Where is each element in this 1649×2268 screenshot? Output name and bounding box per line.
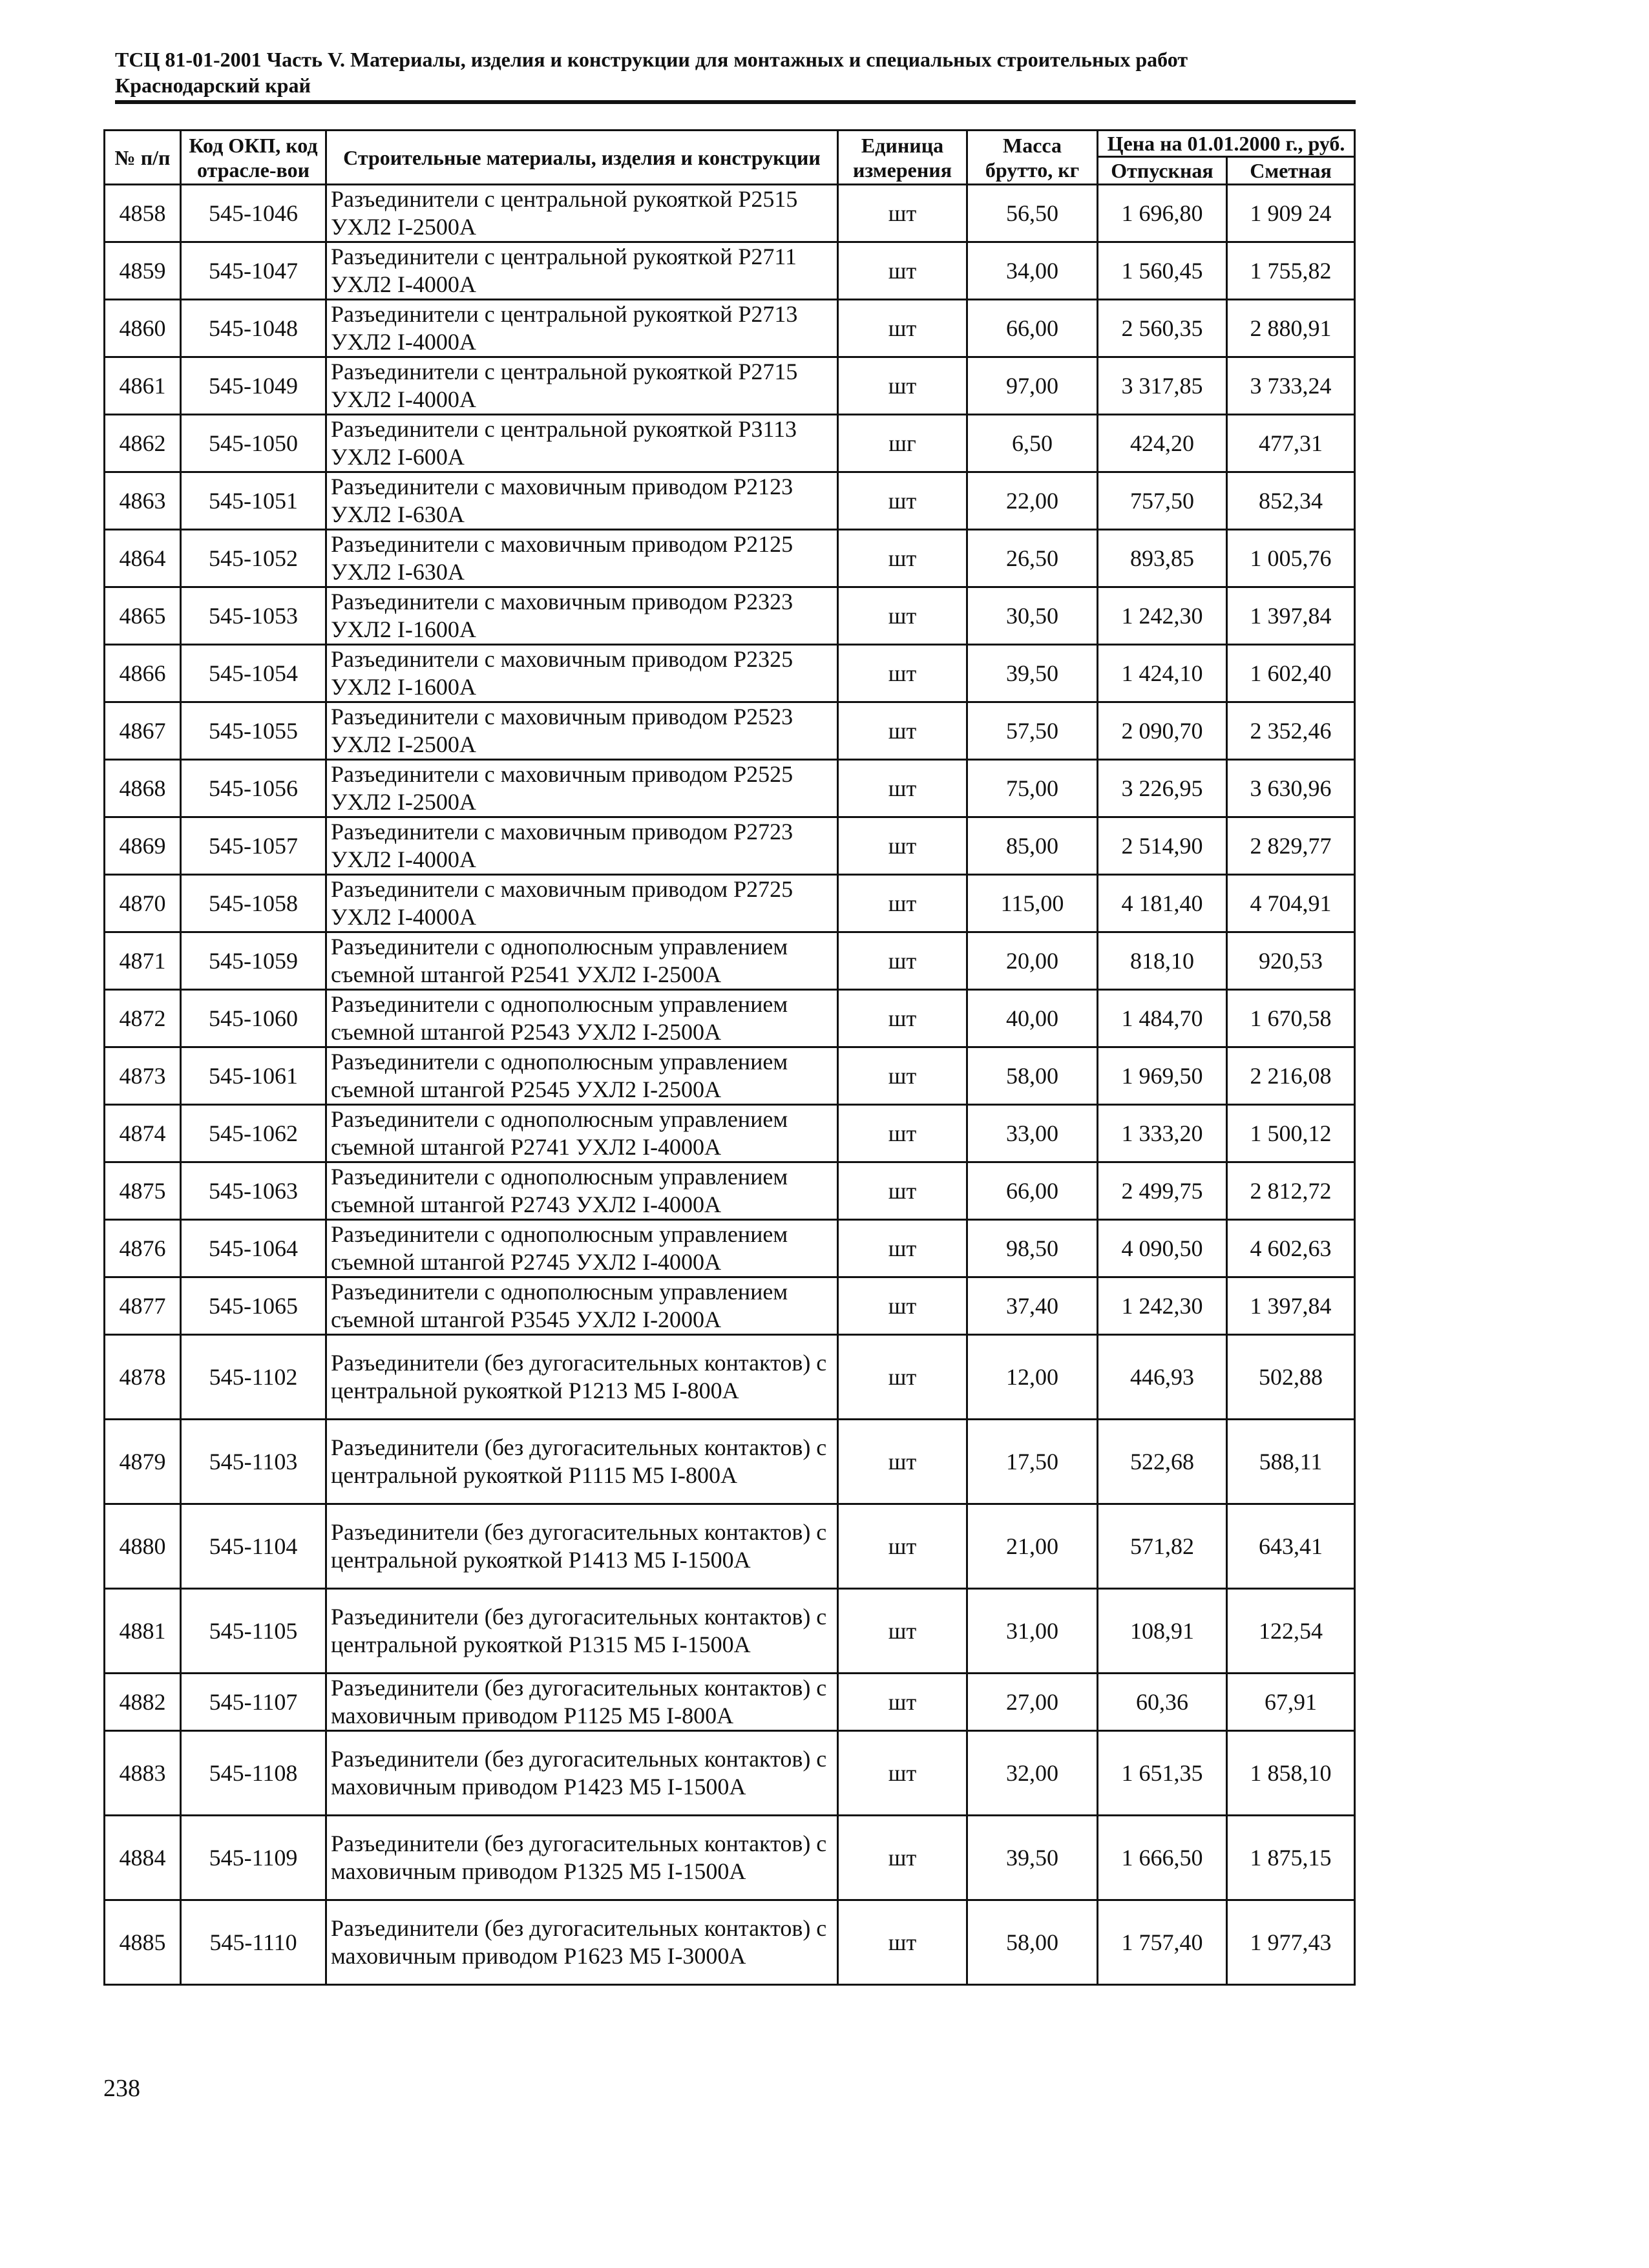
cell-code: 545-1063 [181,1162,326,1220]
cell-name: Разъединители (без дугогасительных контактов) с центральной рукояткой Р1413 М5 I-1500А [326,1504,838,1589]
cell-num: 4879 [105,1420,181,1504]
cell-num: 4861 [105,357,181,415]
cell-estimate-price: 4 704,91 [1227,875,1355,932]
cell-name: Разъединители с маховичным приводом Р2523 УХЛ2 I-2500А [326,702,838,760]
cell-estimate-price: 643,41 [1227,1504,1355,1589]
table-row [105,242,1355,300]
cell-mass: 66,00 [967,300,1098,357]
cell-code: 545-1061 [181,1047,326,1105]
cell-name: Разъединители (без дугогасительных контактов) с маховичным приводом Р1423 М5 I-1500А [326,1731,838,1816]
col-header-code: Код ОКП, код отрасле-вои [181,131,326,185]
cell-release-price: 1 424,10 [1098,645,1227,702]
cell-name: Разъединители (без дугогасительных контактов) с центральной рукояткой Р1213 М5 I-800А [326,1335,838,1420]
cell-num: 4873 [105,1047,181,1105]
col-header-unit: Единица измерения [838,131,967,185]
cell-mass: 26,50 [967,530,1098,587]
cell-estimate-price: 1 602,40 [1227,645,1355,702]
cell-code: 545-1056 [181,760,326,817]
cell-release-price: 1 757,40 [1098,1900,1227,1985]
cell-mass: 39,50 [967,645,1098,702]
cell-name: Разъединители с однополюсным управлением съемной штангой Р2541 УХЛ2 I-2500А [326,932,838,990]
cell-code: 545-1065 [181,1277,326,1335]
cell-estimate-price: 1 977,43 [1227,1900,1355,1985]
cell-code: 545-1049 [181,357,326,415]
col-header-name: Строительные материалы, изделия и конструкции [326,131,838,185]
cell-num: 4866 [105,645,181,702]
cell-code: 545-1103 [181,1420,326,1504]
cell-name: Разъединители с маховичным приводом Р2725 УХЛ2 I-4000А [326,875,838,932]
table-row [105,702,1355,760]
cell-unit: шт [838,932,967,990]
cell-estimate-price: 1 500,12 [1227,1105,1355,1162]
page-header [115,47,1356,98]
table-row [105,932,1355,990]
cell-unit: шт [838,185,967,242]
table-row [105,875,1355,932]
region-title: Краснодарский край [115,74,311,97]
cell-name: Разъединители с однополюсным управлением съемной штангой Р2545 УХЛ2 I-2500А [326,1047,838,1105]
page-number: 238 [103,2075,140,2102]
table-row [105,472,1355,530]
cell-code: 545-1050 [181,415,326,472]
cell-mass: 17,50 [967,1420,1098,1504]
cell-mass: 98,50 [967,1220,1098,1277]
cell-estimate-price: 1 670,58 [1227,990,1355,1047]
cell-release-price: 1 333,20 [1098,1105,1227,1162]
cell-estimate-price: 4 602,63 [1227,1220,1355,1277]
document-title: ТСЦ 81-01-2001 Часть V. Материалы, изделия и конструкции для монтажных и специальных строительных работ [115,48,1188,71]
cell-code: 545-1051 [181,472,326,530]
cell-release-price: 2 499,75 [1098,1162,1227,1220]
cell-unit: шт [838,472,967,530]
table-row [105,1504,1355,1589]
cell-unit: шт [838,817,967,875]
cell-mass: 39,50 [967,1816,1098,1900]
cell-code: 545-1054 [181,645,326,702]
table-row [105,1731,1355,1816]
cell-release-price: 893,85 [1098,530,1227,587]
cell-release-price: 818,10 [1098,932,1227,990]
cell-code: 545-1046 [181,185,326,242]
table-row [105,1105,1355,1162]
cell-name: Разъединители с центральной рукояткой Р2711 УХЛ2 I-4000А [326,242,838,300]
col-header-release-price: Отпускная [1098,157,1227,185]
cell-num: 4858 [105,185,181,242]
cell-release-price: 2 090,70 [1098,702,1227,760]
cell-name: Разъединители (без дугогасительных контактов) с маховичным приводом Р1623 М5 I-3000А [326,1900,838,1985]
cell-estimate-price: 67,91 [1227,1674,1355,1731]
cell-num: 4863 [105,472,181,530]
cell-mass: 58,00 [967,1900,1098,1985]
cell-mass: 115,00 [967,875,1098,932]
cell-estimate-price: 1 858,10 [1227,1731,1355,1816]
cell-unit: шт [838,1504,967,1589]
cell-code: 545-1047 [181,242,326,300]
cell-num: 4860 [105,300,181,357]
cell-code: 545-1055 [181,702,326,760]
cell-name: Разъединители с центральной рукояткой Р2715 УХЛ2 I-4000А [326,357,838,415]
cell-name: Разъединители с однополюсным управлением съемной штангой Р2543 УХЛ2 I-2500А [326,990,838,1047]
cell-release-price: 1 666,50 [1098,1816,1227,1900]
col-header-mass: Масса брутто, кг [967,131,1098,185]
cell-release-price: 1 651,35 [1098,1731,1227,1816]
cell-name: Разъединители с маховичным приводом Р2325 УХЛ2 I-1600А [326,645,838,702]
cell-mass: 30,50 [967,587,1098,645]
cell-estimate-price: 1 909 24 [1227,185,1355,242]
cell-unit: шт [838,1277,967,1335]
cell-release-price: 1 242,30 [1098,587,1227,645]
col-header-price-group: Цена на 01.01.2000 г., руб. [1098,131,1355,157]
cell-name: Разъединители с маховичным приводом Р2123 УХЛ2 I-630А [326,472,838,530]
cell-code: 545-1107 [181,1674,326,1731]
cell-unit: шт [838,760,967,817]
cell-code: 545-1104 [181,1504,326,1589]
table-row [105,1420,1355,1504]
cell-estimate-price: 588,11 [1227,1420,1355,1504]
cell-unit: шт [838,702,967,760]
price-table [103,129,1356,1986]
cell-unit: шт [838,357,967,415]
table-row [105,1162,1355,1220]
cell-num: 4865 [105,587,181,645]
cell-name: Разъединители с однополюсным управлением съемной штангой Р3545 УХЛ2 I-2000А [326,1277,838,1335]
cell-mass: 97,00 [967,357,1098,415]
table-row [105,1900,1355,1985]
table-row [105,1589,1355,1674]
cell-name: Разъединители (без дугогасительных контактов) с маховичным приводом Р1125 М5 I-800А [326,1674,838,1731]
table-row [105,1047,1355,1105]
cell-estimate-price: 920,53 [1227,932,1355,990]
table-row [105,530,1355,587]
cell-unit: шт [838,645,967,702]
cell-num: 4862 [105,415,181,472]
cell-release-price: 1 696,80 [1098,185,1227,242]
cell-unit: шт [838,300,967,357]
cell-release-price: 446,93 [1098,1335,1227,1420]
cell-estimate-price: 477,31 [1227,415,1355,472]
cell-unit: шт [838,1589,967,1674]
cell-code: 545-1052 [181,530,326,587]
cell-num: 4867 [105,702,181,760]
cell-num: 4881 [105,1589,181,1674]
cell-estimate-price: 2 880,91 [1227,300,1355,357]
table-body [105,185,1355,1985]
cell-mass: 32,00 [967,1731,1098,1816]
cell-mass: 56,50 [967,185,1098,242]
cell-release-price: 2 560,35 [1098,300,1227,357]
cell-unit: шт [838,1420,967,1504]
cell-code: 545-1105 [181,1589,326,1674]
table-row [105,1674,1355,1731]
cell-unit: шт [838,990,967,1047]
cell-mass: 66,00 [967,1162,1098,1220]
table-row [105,1816,1355,1900]
cell-release-price: 1 969,50 [1098,1047,1227,1105]
cell-unit: шт [838,1220,967,1277]
cell-mass: 85,00 [967,817,1098,875]
cell-mass: 12,00 [967,1335,1098,1420]
cell-num: 4868 [105,760,181,817]
cell-mass: 34,00 [967,242,1098,300]
cell-mass: 40,00 [967,990,1098,1047]
col-header-num: № п/п [105,131,181,185]
cell-mass: 21,00 [967,1504,1098,1589]
cell-release-price: 3 317,85 [1098,357,1227,415]
cell-num: 4872 [105,990,181,1047]
cell-num: 4883 [105,1731,181,1816]
cell-unit: шт [838,875,967,932]
cell-mass: 6,50 [967,415,1098,472]
cell-code: 545-1110 [181,1900,326,1985]
cell-mass: 20,00 [967,932,1098,990]
cell-release-price: 108,91 [1098,1589,1227,1674]
cell-name: Разъединители с центральной рукояткой Р2515 УХЛ2 I-2500А [326,185,838,242]
cell-code: 545-1109 [181,1816,326,1900]
cell-release-price: 522,68 [1098,1420,1227,1504]
cell-code: 545-1057 [181,817,326,875]
cell-code: 545-1102 [181,1335,326,1420]
cell-mass: 27,00 [967,1674,1098,1731]
cell-name: Разъединители с маховичным приводом Р2525 УХЛ2 I-2500А [326,760,838,817]
cell-unit: шт [838,587,967,645]
cell-release-price: 1 242,30 [1098,1277,1227,1335]
cell-release-price: 4 090,50 [1098,1220,1227,1277]
cell-unit: шт [838,1105,967,1162]
table-row [105,760,1355,817]
cell-unit: шт [838,1816,967,1900]
cell-mass: 31,00 [967,1589,1098,1674]
cell-estimate-price: 1 875,15 [1227,1816,1355,1900]
col-header-estimate-price: Сметная [1227,157,1355,185]
cell-num: 4884 [105,1816,181,1900]
cell-name: Разъединители с однополюсным управлением съемной штангой Р2741 УХЛ2 I-4000А [326,1105,838,1162]
cell-mass: 37,40 [967,1277,1098,1335]
header-rule [115,100,1356,104]
cell-estimate-price: 3 733,24 [1227,357,1355,415]
cell-name: Разъединители с центральной рукояткой Р3113 УХЛ2 I-600А [326,415,838,472]
cell-release-price: 424,20 [1098,415,1227,472]
cell-unit: шг [838,415,967,472]
cell-release-price: 757,50 [1098,472,1227,530]
cell-estimate-price: 122,54 [1227,1589,1355,1674]
cell-code: 545-1053 [181,587,326,645]
cell-num: 4874 [105,1105,181,1162]
cell-mass: 22,00 [967,472,1098,530]
cell-num: 4875 [105,1162,181,1220]
cell-num: 4882 [105,1674,181,1731]
cell-unit: шт [838,1335,967,1420]
cell-unit: шт [838,1900,967,1985]
cell-name: Разъединители с маховичным приводом Р2323 УХЛ2 I-1600А [326,587,838,645]
cell-num: 4878 [105,1335,181,1420]
table-row [105,990,1355,1047]
cell-release-price: 2 514,90 [1098,817,1227,875]
cell-mass: 75,00 [967,760,1098,817]
cell-code: 545-1059 [181,932,326,990]
cell-name: Разъединители с маховичным приводом Р2125 УХЛ2 I-630А [326,530,838,587]
cell-estimate-price: 1 397,84 [1227,587,1355,645]
table-row [105,1335,1355,1420]
table-row [105,415,1355,472]
table-row [105,587,1355,645]
cell-num: 4864 [105,530,181,587]
cell-release-price: 1 484,70 [1098,990,1227,1047]
cell-release-price: 3 226,95 [1098,760,1227,817]
cell-release-price: 1 560,45 [1098,242,1227,300]
cell-estimate-price: 3 630,96 [1227,760,1355,817]
cell-unit: шт [838,242,967,300]
cell-code: 545-1058 [181,875,326,932]
cell-num: 4877 [105,1277,181,1335]
cell-mass: 58,00 [967,1047,1098,1105]
cell-release-price: 571,82 [1098,1504,1227,1589]
cell-num: 4880 [105,1504,181,1589]
cell-release-price: 60,36 [1098,1674,1227,1731]
cell-unit: шт [838,1674,967,1731]
cell-unit: шт [838,1047,967,1105]
table-row [105,1220,1355,1277]
cell-code: 545-1048 [181,300,326,357]
cell-unit: шт [838,1731,967,1816]
table-row [105,185,1355,242]
cell-name: Разъединители (без дугогасительных контактов) с маховичным приводом Р1325 М5 I-1500А [326,1816,838,1900]
cell-estimate-price: 502,88 [1227,1335,1355,1420]
cell-num: 4871 [105,932,181,990]
cell-estimate-price: 2 812,72 [1227,1162,1355,1220]
cell-mass: 33,00 [967,1105,1098,1162]
cell-mass: 57,50 [967,702,1098,760]
cell-name: Разъединители с маховичным приводом Р2723 УХЛ2 I-4000А [326,817,838,875]
table-header [105,131,1355,185]
cell-name: Разъединители (без дугогасительных контактов) с центральной рукояткой Р1115 М5 I-800А [326,1420,838,1504]
table-row [105,817,1355,875]
cell-estimate-price: 1 005,76 [1227,530,1355,587]
cell-unit: шт [838,530,967,587]
cell-code: 545-1108 [181,1731,326,1816]
cell-code: 545-1062 [181,1105,326,1162]
cell-num: 4870 [105,875,181,932]
cell-estimate-price: 2 352,46 [1227,702,1355,760]
cell-estimate-price: 1 397,84 [1227,1277,1355,1335]
cell-name: Разъединители с центральной рукояткой Р2713 УХЛ2 I-4000А [326,300,838,357]
cell-estimate-price: 2 829,77 [1227,817,1355,875]
cell-num: 4885 [105,1900,181,1985]
cell-name: Разъединители с однополюсным управлением съемной штангой Р2743 УХЛ2 I-4000А [326,1162,838,1220]
cell-name: Разъединители (без дугогасительных контактов) с центральной рукояткой Р1315 М5 I-1500А [326,1589,838,1674]
table-row [105,300,1355,357]
cell-num: 4869 [105,817,181,875]
cell-num: 4876 [105,1220,181,1277]
table-row [105,645,1355,702]
cell-code: 545-1060 [181,990,326,1047]
cell-unit: шт [838,1162,967,1220]
cell-estimate-price: 1 755,82 [1227,242,1355,300]
cell-num: 4859 [105,242,181,300]
cell-estimate-price: 852,34 [1227,472,1355,530]
table-row [105,1277,1355,1335]
cell-name: Разъединители с однополюсным управлением съемной штангой Р2745 УХЛ2 I-4000А [326,1220,838,1277]
cell-code: 545-1064 [181,1220,326,1277]
cell-estimate-price: 2 216,08 [1227,1047,1355,1105]
table-row [105,357,1355,415]
cell-release-price: 4 181,40 [1098,875,1227,932]
